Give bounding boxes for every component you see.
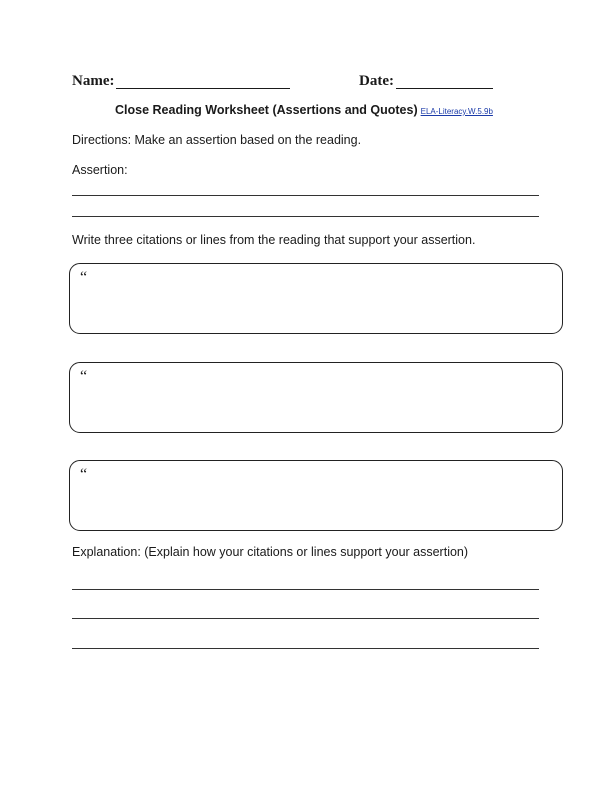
date-label: Date:: [359, 73, 394, 89]
citations-prompt: Write three citations or lines from the reading that support your assertion.: [72, 233, 476, 247]
assertion-line-2[interactable]: [72, 216, 539, 217]
assertion-label: Assertion:: [72, 163, 128, 177]
directions-text: Directions: Make an assertion based on the reading.: [72, 133, 362, 147]
open-quote-mark: “: [80, 466, 88, 483]
assertion-line-1[interactable]: [72, 195, 539, 196]
explanation-line-1[interactable]: [72, 589, 539, 590]
explanation-line-3[interactable]: [72, 648, 539, 649]
name-field[interactable]: [116, 88, 290, 89]
explanation-line-2[interactable]: [72, 618, 539, 619]
quote-box-2[interactable]: [69, 362, 563, 433]
open-quote-mark: “: [80, 368, 88, 385]
standard-link[interactable]: ELA-Literacy.W.5.9b: [420, 107, 493, 116]
date-field[interactable]: [396, 88, 493, 89]
quote-box-3[interactable]: [69, 460, 563, 531]
worksheet-title: [115, 103, 493, 117]
explanation-label: Explanation: (Explain how your citations or lines support your assertion): [72, 545, 469, 559]
name-label: Name:: [72, 73, 115, 89]
worksheet-title-text: Close Reading Worksheet (Assertions and Quotes): [115, 103, 418, 117]
quote-box-1[interactable]: [69, 263, 563, 334]
open-quote-mark: “: [80, 269, 88, 286]
